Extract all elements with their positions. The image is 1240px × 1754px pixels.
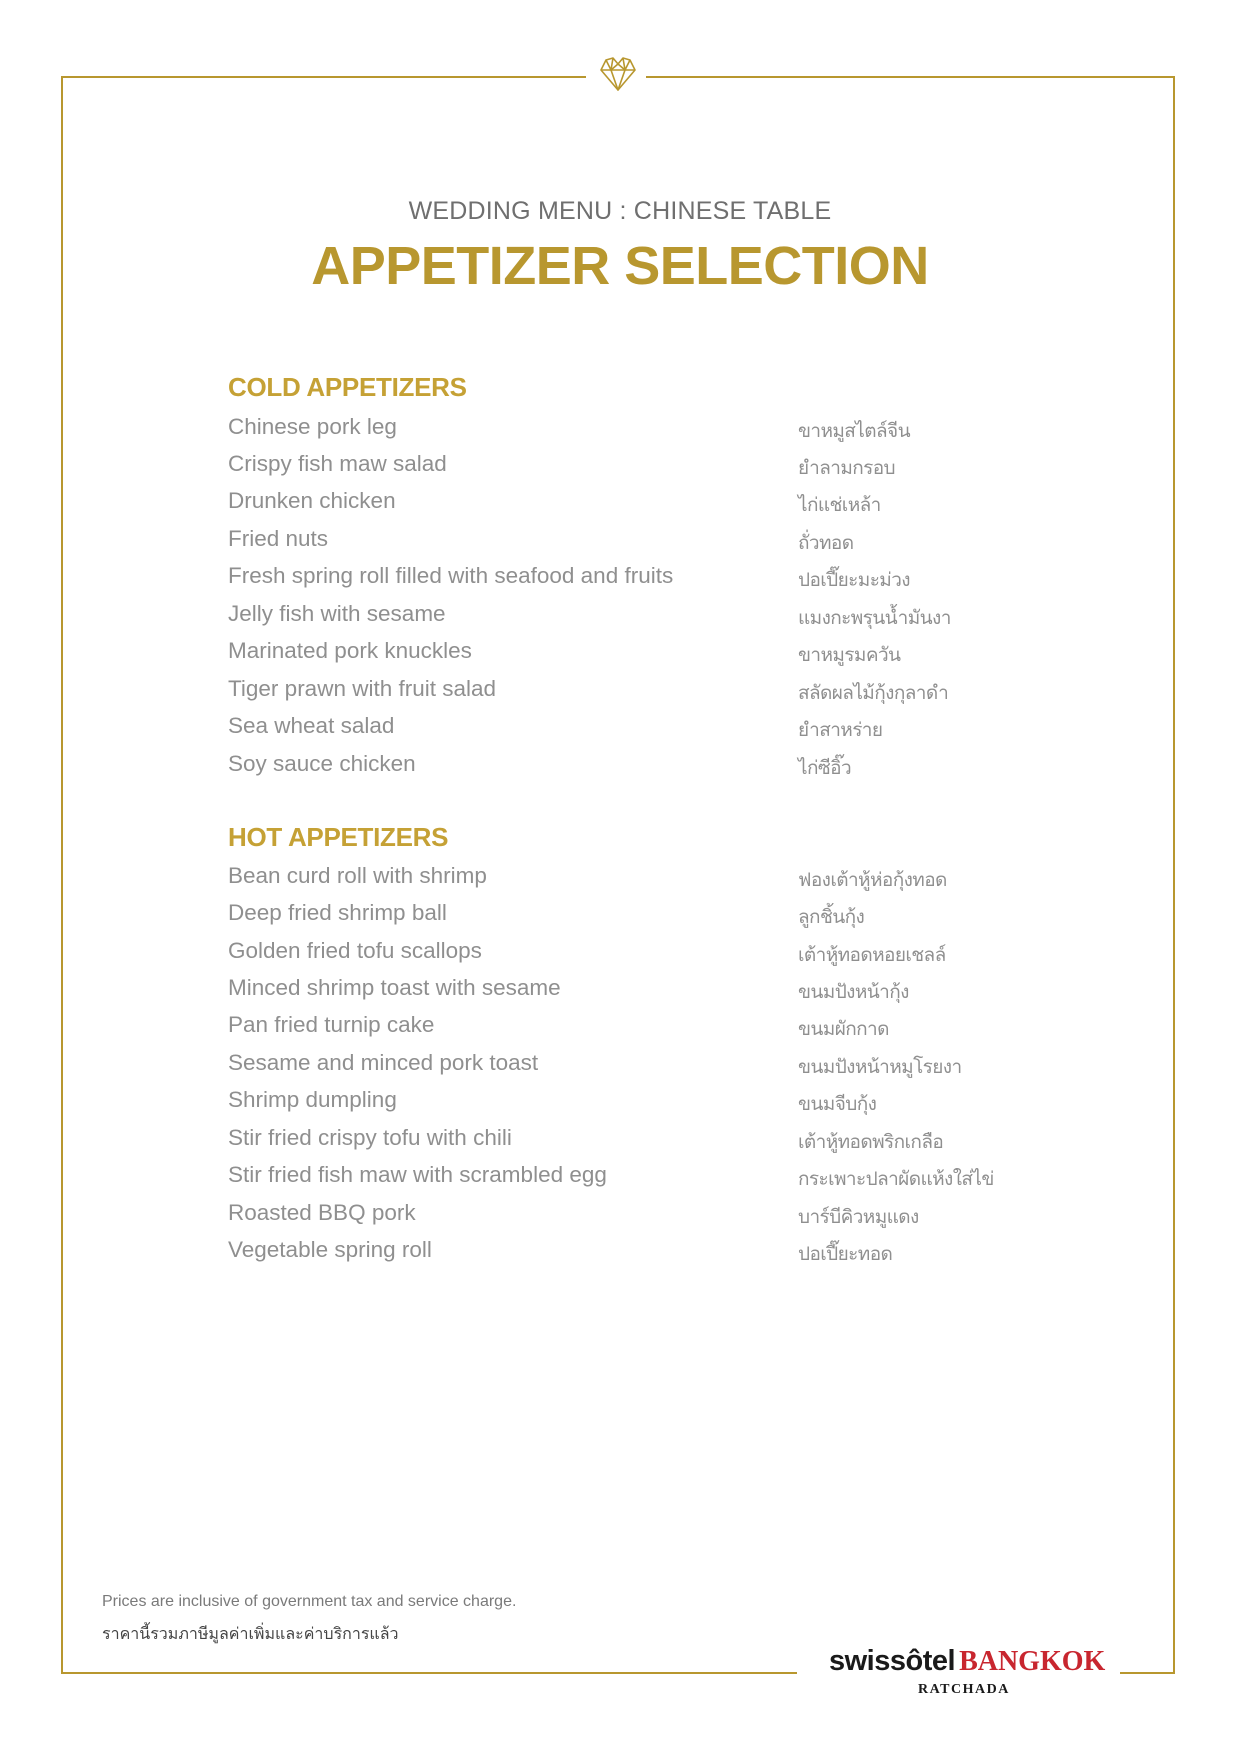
menu-item-row (228, 563, 1008, 600)
hotel-logo (829, 1645, 1105, 1678)
page-title: APPETIZER SELECTION (311, 236, 929, 296)
menu-item-row (228, 676, 1008, 713)
dish-name-en: Sea wheat salad (228, 713, 395, 738)
dish-name-en: Tiger prawn with fruit salad (228, 676, 497, 701)
dish-name-th: ฟองเต้าหู้ห่อกุ้งทอด (798, 870, 947, 891)
menu-item-row (228, 451, 1008, 488)
hot-appetizers-heading: HOT APPETIZERS (228, 822, 449, 852)
gem-heart-icon (598, 55, 638, 93)
dish-name-en: Soy sauce chicken (228, 751, 416, 776)
dish-name-th: ไก่แช่เหล้า (798, 495, 881, 516)
menu-item-row (228, 1237, 1008, 1274)
frame-right-line (1173, 76, 1175, 1674)
price-note-en: Prices are inclusive of government tax and service charge. (102, 1593, 517, 1610)
logo-subtitle: RATCHADA (918, 1682, 1010, 1697)
menu-item-row (228, 488, 1008, 525)
menu-item-row (228, 601, 1008, 638)
logo-city: BANGKOK (959, 1646, 1106, 1677)
dish-name-en: Vegetable spring roll (228, 1237, 432, 1262)
dish-name-en: Drunken chicken (228, 488, 396, 513)
menu-item-row (228, 975, 1008, 1012)
dish-name-th: ปอเปี๊ยะมะม่วง (798, 570, 910, 591)
cold-appetizers-heading: COLD APPETIZERS (228, 372, 467, 402)
dish-name-th: ปอเปี๊ยะทอด (798, 1244, 893, 1265)
dish-name-en: Chinese pork leg (228, 414, 397, 439)
menu-item-row (228, 526, 1008, 563)
dish-name-th: แมงกะพรุนน้ำมันงา (798, 608, 951, 629)
dish-name-en: Stir fried fish maw with scrambled egg (228, 1162, 607, 1187)
dish-name-th: ลูกชิ้นกุ้ง (798, 907, 865, 928)
dish-name-th: กระเพาะปลาผัดแห้งใส่ไข่ (798, 1169, 994, 1190)
dish-name-th: ขนมผักกาด (798, 1019, 889, 1040)
price-note-th: ราคานี้รวมภาษีมูลค่าเพิ่มและค่าบริการแล้ว (102, 1626, 399, 1643)
menu-item-row (228, 938, 1008, 975)
logo-brand: swissôtel (829, 1645, 956, 1677)
menu-item-row (228, 1012, 1008, 1049)
dish-name-th: ขาหมูรมควัน (798, 645, 901, 666)
frame-top-left-line (61, 76, 586, 78)
dish-name-th: ไก่ซีอิ๊ว (798, 758, 852, 779)
dish-name-th: ขนมปังหน้าหมูโรยงา (798, 1057, 962, 1078)
menu-item-row (228, 751, 1008, 788)
dish-name-th: ยำสาหร่าย (798, 720, 883, 741)
frame-bottom-right-line (1120, 1672, 1175, 1674)
dish-name-en: Stir fried crispy tofu with chili (228, 1125, 512, 1150)
dish-name-en: Crispy fish maw salad (228, 451, 447, 476)
menu-item-row (228, 1050, 1008, 1087)
dish-name-th: เต้าหู้ทอดหอยเชลล์ (798, 945, 946, 966)
dish-name-th: ขาหมูสไตล์จีน (798, 421, 910, 442)
menu-item-row (228, 1087, 1008, 1124)
frame-top-right-line (646, 76, 1175, 78)
dish-name-en: Sesame and minced pork toast (228, 1050, 539, 1075)
dish-name-en: Golden fried tofu scallops (228, 938, 482, 963)
dish-name-th: ขนมปังหน้ากุ้ง (798, 982, 909, 1003)
menu-item-row (228, 1200, 1008, 1237)
dish-name-en: Shrimp dumpling (228, 1087, 397, 1112)
dish-name-th: ขนมจีบกุ้ง (798, 1094, 877, 1115)
dish-name-en: Fried nuts (228, 526, 329, 551)
menu-item-row (228, 900, 1008, 937)
menu-item-row (228, 638, 1008, 675)
menu-item-row (228, 863, 1008, 900)
dish-name-en: Pan fried turnip cake (228, 1012, 435, 1037)
dish-name-en: Fresh spring roll filled with seafood and fruits (228, 563, 674, 588)
dish-name-th: เต้าหู้ทอดพริกเกลือ (798, 1132, 944, 1153)
frame-left-line (61, 76, 63, 1674)
dish-name-en: Roasted BBQ pork (228, 1200, 416, 1225)
menu-subtitle: WEDDING MENU : CHINESE TABLE (408, 197, 832, 225)
dish-name-en: Jelly fish with sesame (228, 601, 446, 626)
dish-name-th: บาร์บีคิวหมูแดง (798, 1207, 919, 1228)
dish-name-th: ยำลามกรอบ (798, 458, 896, 479)
menu-item-row (228, 414, 1008, 451)
dish-name-th: ถั่วทอด (798, 533, 854, 554)
dish-name-en: Marinated pork knuckles (228, 638, 472, 663)
dish-name-en: Minced shrimp toast with sesame (228, 975, 561, 1000)
menu-item-row (228, 1125, 1008, 1162)
dish-name-th: สลัดผลไม้กุ้งกุลาดำ (798, 683, 949, 704)
dish-name-en: Bean curd roll with shrimp (228, 863, 487, 888)
menu-item-row (228, 713, 1008, 750)
menu-item-row (228, 1162, 1008, 1199)
dish-name-en: Deep fried shrimp ball (228, 900, 447, 925)
frame-bottom-left-line (61, 1672, 797, 1674)
